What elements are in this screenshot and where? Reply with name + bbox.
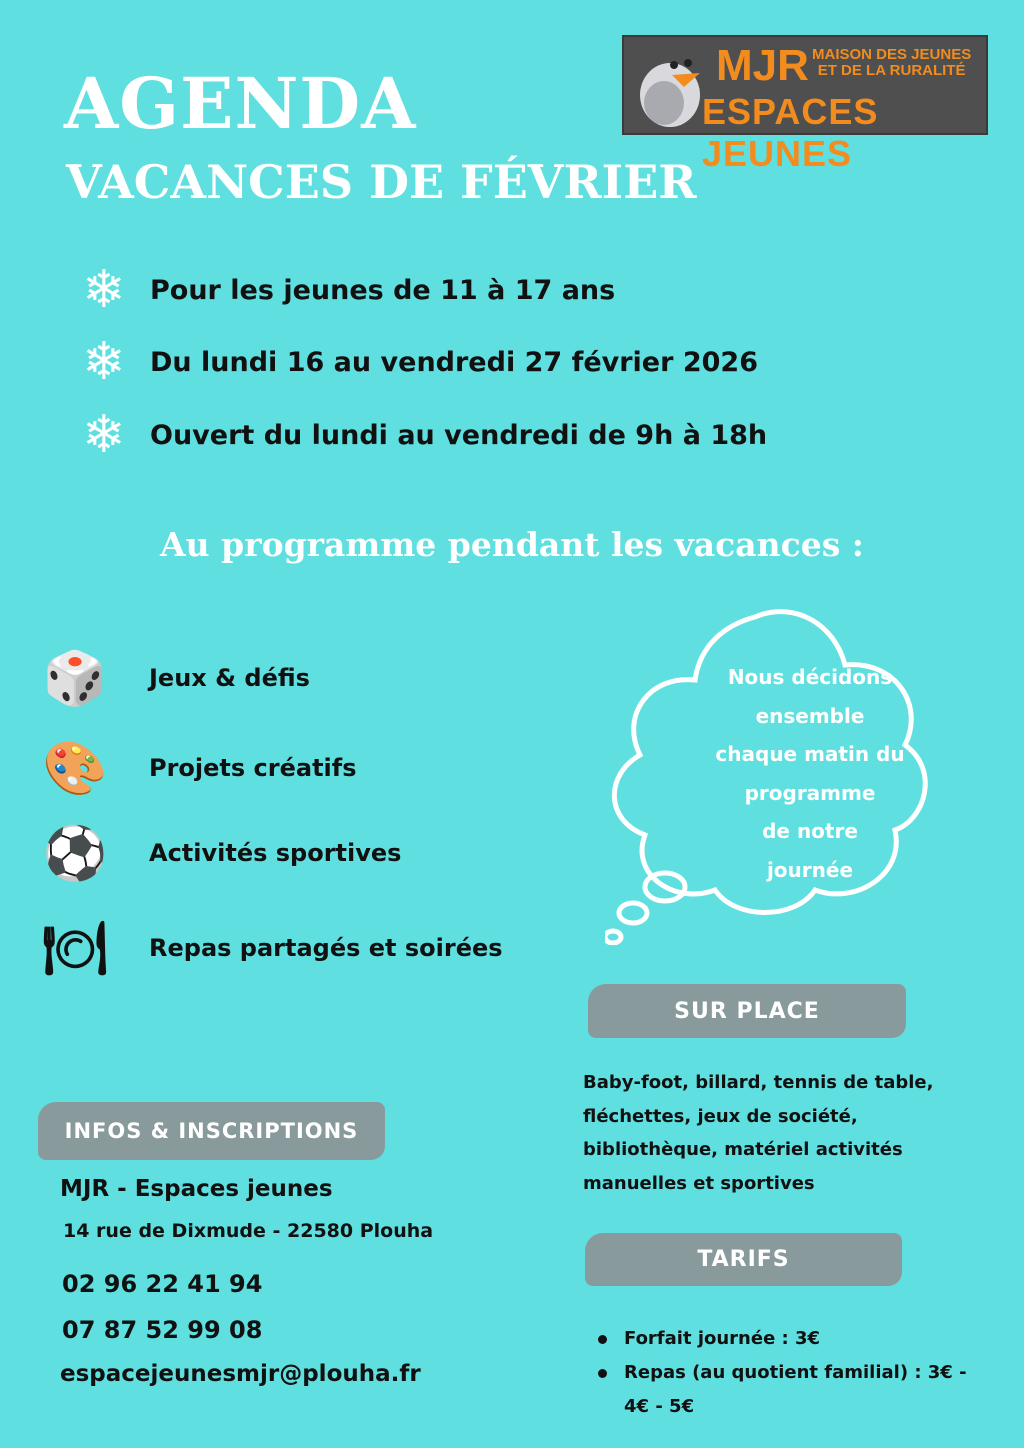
page-subtitle: VACANCES DE FÉVRIER: [66, 155, 697, 209]
cloud-text: [700, 658, 920, 889]
contact-address: 14 rue de Dixmude - 22580 Plouha: [63, 1220, 434, 1242]
palette-icon: 🎨: [42, 738, 108, 799]
snowflake-icon: ❄: [82, 260, 126, 320]
sur-place-line: manuelles et sportives: [583, 1172, 815, 1194]
infos-inscriptions-heading: INFOS & INSCRIPTIONS: [38, 1102, 385, 1160]
tarifs-heading: TARIFS: [585, 1233, 902, 1286]
sur-place-heading: SUR PLACE: [588, 984, 906, 1038]
tarif-item: Forfait journée : 3€: [596, 1322, 986, 1356]
cloud-line: chaque matin du: [715, 742, 905, 766]
info-item: [78, 332, 758, 392]
activity-label: Projets créatifs: [149, 754, 357, 782]
sur-place-text: [583, 1066, 983, 1200]
activity-item: [35, 908, 503, 988]
sur-place-line: fléchettes, jeux de société,: [583, 1105, 858, 1127]
activity-label: Jeux & défis: [149, 664, 310, 692]
logo-maison-line: MAISON DES JEUNES: [812, 46, 972, 63]
info-text: Ouvert du lundi au vendredi de 9h à 18h: [150, 419, 768, 451]
snowflake-icon: ❄: [82, 332, 126, 392]
logo-maison-line: ET DE LA RURALITÉ: [817, 62, 966, 79]
contact-phone[interactable]: 02 96 22 41 94: [62, 1270, 263, 1298]
dice-icon: 🎲: [42, 648, 108, 709]
snowflake-icon: ❄: [82, 405, 126, 465]
seagull-icon: [634, 43, 710, 131]
mjr-logo: [622, 35, 988, 174]
contact-name: MJR - Espaces jeunes: [60, 1176, 333, 1202]
contact-phone[interactable]: 07 87 52 99 08: [62, 1316, 263, 1344]
cloud-line: ensemble: [755, 703, 865, 728]
cloud-line: de notre: [762, 819, 858, 843]
activity-item: [35, 813, 401, 893]
tarifs-list: [596, 1322, 986, 1424]
activity-label: Activités sportives: [149, 839, 402, 867]
shared-meal-icon: 🍽: [41, 918, 108, 979]
activity-item: [35, 728, 357, 808]
sur-place-line: Baby-foot, billard, tennis de table,: [583, 1072, 934, 1093]
contact-email[interactable]: espacejeunesmjr@plouha.fr: [60, 1361, 421, 1387]
logo-maison: [812, 47, 971, 79]
tarif-item: Repas (au quotient familial) : 3€ - 4€ - 5€: [596, 1356, 986, 1424]
sports-balls-icon: ⚽: [42, 823, 108, 884]
page-title: AGENDA: [64, 62, 417, 145]
logo-mjr: MJR: [716, 41, 809, 90]
programme-heading: Au programme pendant les vacances :: [160, 525, 864, 564]
cloud-line: journée: [766, 857, 854, 882]
info-item: [78, 260, 616, 320]
activity-label: Repas partagés et soirées: [149, 934, 503, 962]
cloud-line: Nous décidons: [727, 665, 893, 689]
activity-item: [35, 638, 310, 718]
info-text: Du lundi 16 au vendredi 27 février 2026: [150, 346, 758, 378]
logo-espaces-jeunes: ESPACES JEUNES: [702, 91, 879, 174]
info-item: [78, 405, 768, 465]
cloud-line: programme: [744, 780, 876, 805]
info-text: Pour les jeunes de 11 à 17 ans: [150, 274, 616, 306]
sur-place-line: bibliothèque, matériel activités: [583, 1139, 903, 1160]
